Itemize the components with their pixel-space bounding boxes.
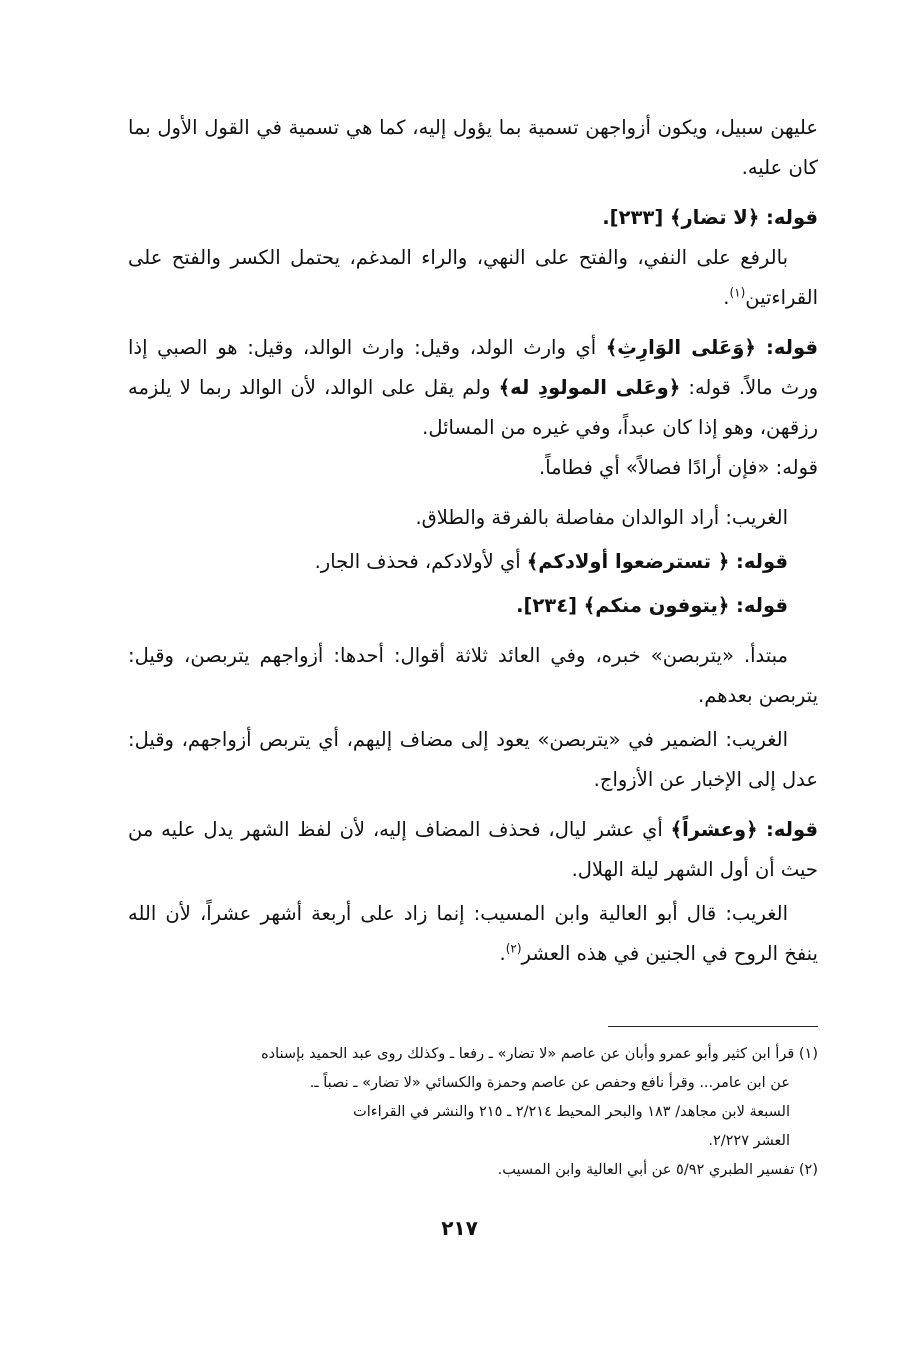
paragraph-12: الغريب: قال أبو العالية وابن المسيب: إنما زاد على أربعة أشهر عشراً، لأن الله ينفخ الروح في الجنين في هذه العشر$^{(٢)}$. xyxy=(128,902,818,965)
verse-label: قوله: xyxy=(759,206,818,229)
verse-quote: ﴿يتوفون منكم﴾ [٢٣٤]. xyxy=(516,594,730,617)
footnote-1: (١) قرأ ابن كثير وأبو عمرو وأبان عن عاصم «لا تضار» ـ رفعا ـ وكذلك روى عبد الحميد بإسناده عن ابن عامر... وقرأ نافع وحفص عن عاصم وحمزة والكسائي «لا تضار» ـ نصباً ـ. السبعة لابن مجاهد/ ١٨٣ والبحر المحيط ٢/٢١٤ ـ ٢١٥ والنشر في القراءات العشر ٢/٢٢٧. xyxy=(261,1046,818,1149)
footnote-ref-1[interactable]: (١) xyxy=(729,285,746,300)
paragraph-4: قوله: ﴿وَعَلى الوَارِثِ﴾ أي وارث الولد، وقيل: وارث الوالد، وقيل: هو الصبي إذا ورث مالاً. قوله: ﴿وعَلى المولودِ له﴾ ولم يقل على الوالد، لأن الوالد ربما لا يلزمه رزقهن، وهو إذا كان عبداً، وفي غيره من المسائل. xyxy=(128,336,818,439)
footnote-2: (٢) تفسير الطبري ٥/٩٢ عن أبي العالية وابن المسيب. xyxy=(497,1162,818,1178)
verse-quote: ﴿وَعَلى الوَارِثِ﴾ xyxy=(605,336,756,359)
paragraph-3: بالرفع على النفي، والفتح على النهي، والراء المدغم، يحتمل الكسر والفتح على القراءتين$^{(١)}$. xyxy=(128,246,818,309)
paragraph-11: قوله: ﴿وعشراً﴾ أي عشر ليال، فحذف المضاف إليه، لأن لفظ الشهر يدل عليه من حيث أن أول الشهر ليلة الهلال. xyxy=(128,818,818,881)
verse-quote: ﴿وعشراً﴾ xyxy=(670,818,758,841)
paragraph-7: قوله: ﴿ تسترضعوا أولادكم﴾ أي لأولادكم، فحذف الجار. xyxy=(314,550,788,573)
footnote-ref-2[interactable]: (٢) xyxy=(505,941,522,956)
verse-quote: ﴿لا تضار﴾ [٢٣٣]. xyxy=(602,206,760,229)
paragraph-8: قوله: ﴿يتوفون منكم﴾ [٢٣٤]. xyxy=(516,594,788,617)
paragraph-10: الغريب: الضمير في «يتربصن» يعود إلى مضاف إليهم، أي يتربص أزواجهم، وقيل: عدل إلى الإخبار عن الأزواج. xyxy=(128,728,818,791)
footnote-divider xyxy=(608,1026,818,1027)
paragraph-6: الغريب: أراد الوالدان مفاصلة بالفرقة والطلاق. xyxy=(415,506,788,529)
page-number: ٢١٧ xyxy=(441,1216,478,1240)
verse-quote: ﴿ تسترضعوا أولادكم﴾ xyxy=(526,550,730,573)
verse-quote: ﴿وعَلى المولودِ له﴾ xyxy=(498,376,681,399)
footnotes xyxy=(128,1040,818,1185)
paragraph-2 xyxy=(128,198,818,238)
paragraph-5: قوله: «فإن أرادًا فصالاً» أي فطاماً. xyxy=(539,456,818,479)
paragraph-9: مبتدأ. «يتربصن» خبره، وفي العائد ثلاثة أقوال: أحدها: أزواجهم يتربصن، وقيل: يتربصن بعدهم. xyxy=(128,644,818,707)
paragraph-1: عليهن سبيل، ويكون أزواجهن تسمية بما يؤول إليه، كما هي تسمية في القول الأول بما كان عليه. xyxy=(128,116,818,179)
main-text xyxy=(128,108,818,974)
